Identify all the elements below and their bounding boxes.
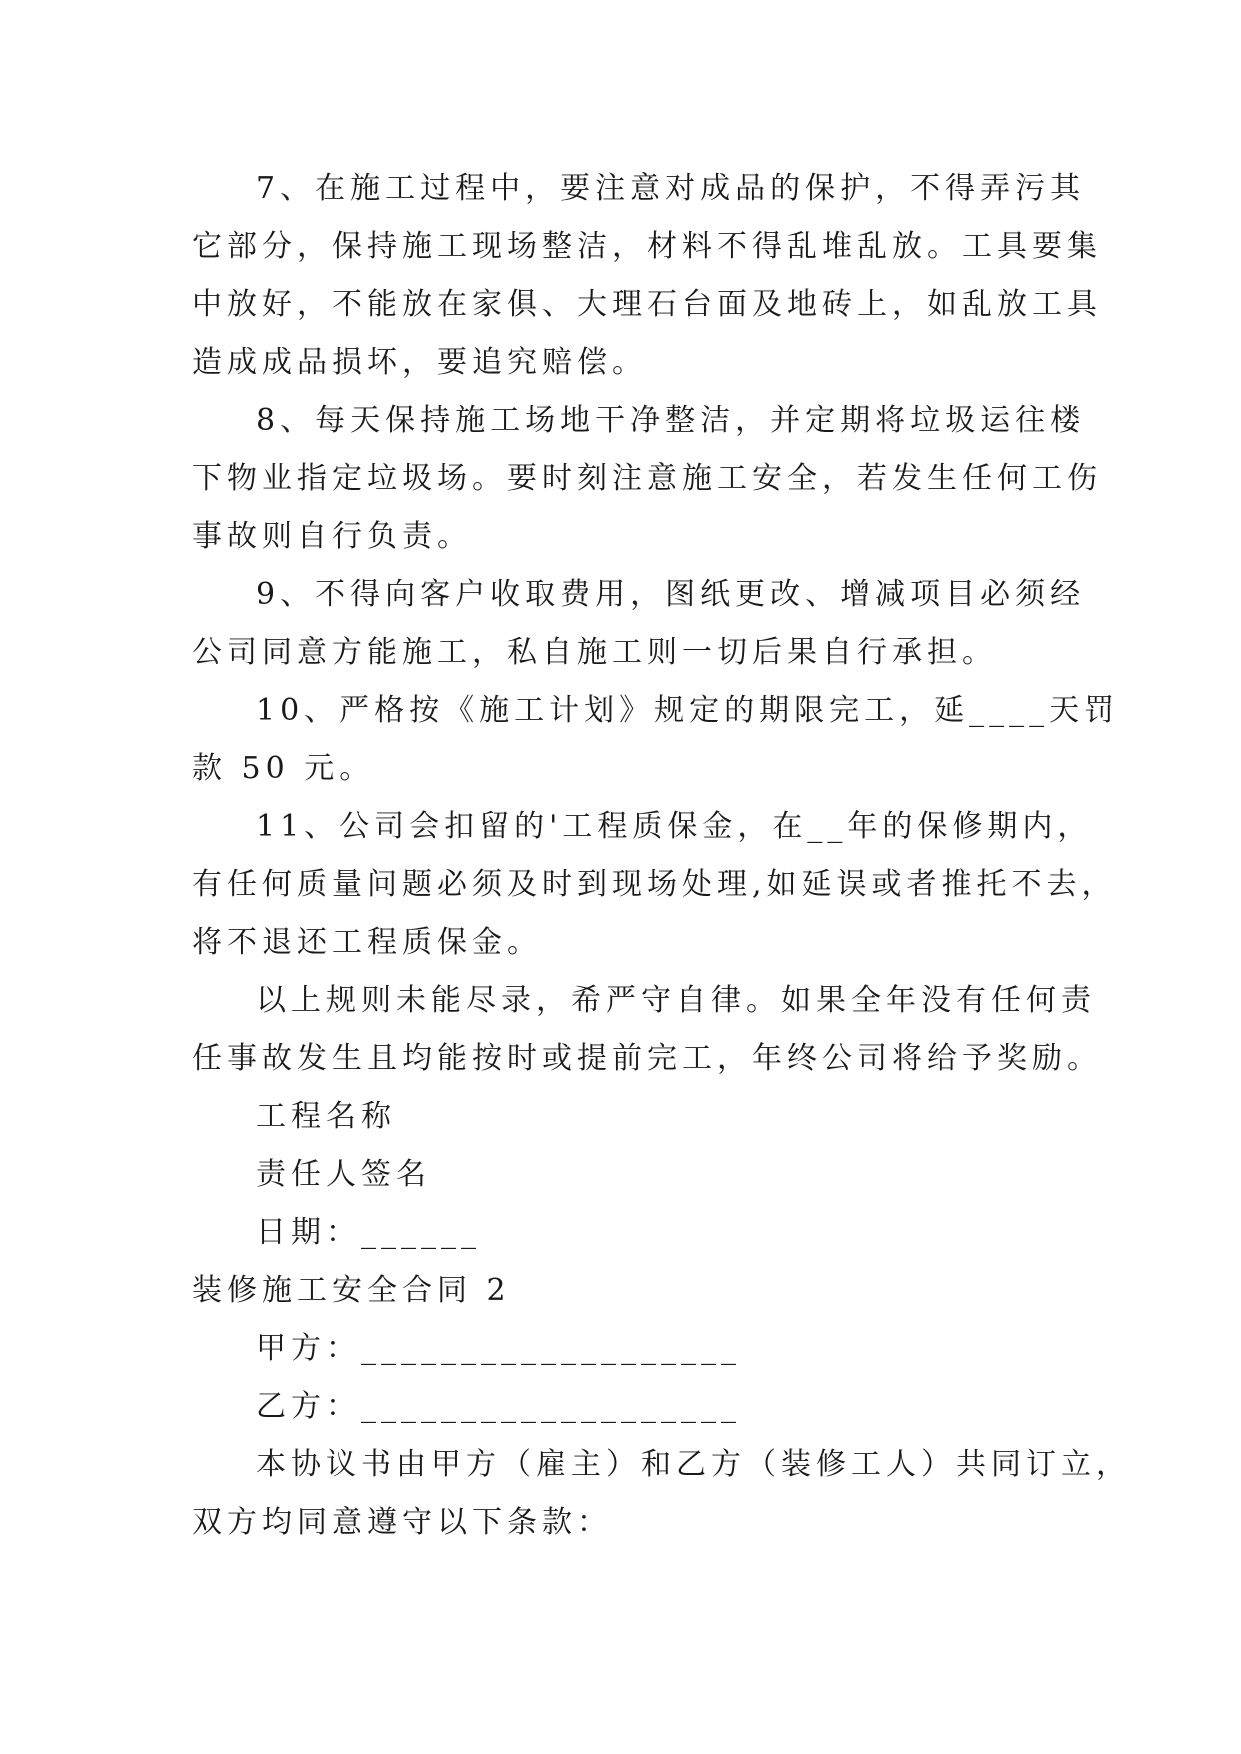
clause-8-line-1: 8、每天保持施工场地干净整洁，并定期将垃圾运往楼 bbox=[256, 403, 1086, 438]
clause-10-line-1: 10、严格按《施工计划》规定的期限完工，延____天罚 bbox=[256, 693, 1120, 728]
document-page bbox=[192, 160, 1131, 1552]
clause-8-line-3: 事故则自行负责。 bbox=[192, 519, 472, 554]
clause-7-line-1: 7、在施工过程中，要注意对成品的保护，不得弄污其 bbox=[256, 171, 1086, 206]
signature-label: 责任人签名 bbox=[256, 1157, 431, 1192]
clause-7-line-4: 造成成品损坏，要追究赔偿。 bbox=[192, 345, 647, 380]
party-a-label: 甲方：___________________ bbox=[256, 1331, 741, 1366]
closing-line-2: 任事故发生且均能按时或提前完工，年终公司将给予奖励。 bbox=[192, 1041, 1102, 1076]
clause-11-line-1: 11、公司会扣留的'工程质保金，在__年的保修期内， bbox=[256, 809, 1093, 844]
date-label: 日期：______ bbox=[256, 1215, 481, 1250]
clause-11-line-3: 将不退还工程质保金。 bbox=[192, 925, 542, 960]
clause-8-line-2: 下物业指定垃圾场。要时刻注意施工安全，若发生任何工伤 bbox=[192, 461, 1102, 496]
clause-7-line-3: 中放好，不能放在家俱、大理石台面及地砖上，如乱放工具 bbox=[192, 287, 1102, 322]
clause-10-line-2: 款 50 元。 bbox=[192, 751, 375, 786]
contract-2-title: 装修施工安全合同 2 bbox=[192, 1273, 511, 1308]
clause-9-line-1: 9、不得向客户收取费用，图纸更改、增减项目必须经 bbox=[256, 577, 1086, 612]
closing-line-1: 以上规则未能尽录，希严守自律。如果全年没有任何责 bbox=[256, 983, 1096, 1018]
project-name-label: 工程名称 bbox=[256, 1099, 396, 1134]
clause-7-line-2: 它部分，保持施工现场整洁，材料不得乱堆乱放。工具要集 bbox=[192, 229, 1102, 264]
party-b-label: 乙方：___________________ bbox=[256, 1389, 741, 1424]
clause-11-line-2: 有任何质量问题必须及时到现场处理,如延误或者推托不去， bbox=[192, 867, 1117, 902]
clause-9-line-2: 公司同意方能施工，私自施工则一切后果自行承担。 bbox=[192, 635, 997, 670]
contract-2-intro-line-1: 本协议书由甲方（雇主）和乙方（装修工人）共同订立， bbox=[256, 1447, 1131, 1482]
contract-2-intro-line-2: 双方均同意遵守以下条款： bbox=[192, 1505, 612, 1540]
